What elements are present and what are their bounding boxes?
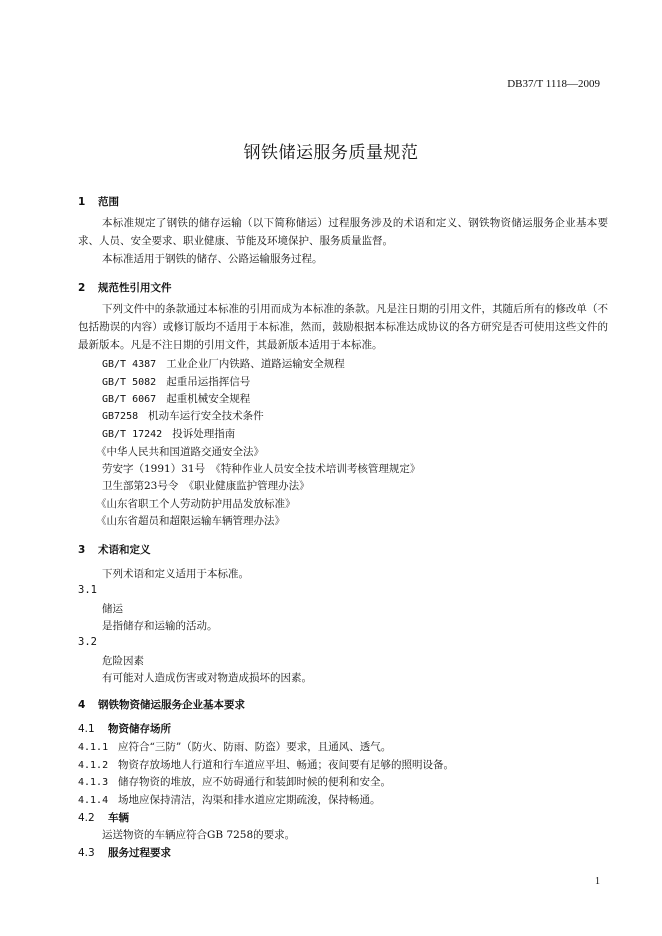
- term-number: 3.2: [78, 636, 97, 648]
- clause-title: 车辆: [108, 812, 129, 824]
- term-name: 危险因素: [102, 655, 144, 667]
- clause-number: 4.1.4: [78, 795, 109, 806]
- clause-text: 储存物资的堆放，应不妨碍通行和装卸时候的便利和安全。: [118, 776, 391, 788]
- clause-title: 服务过程要求: [108, 847, 171, 859]
- clause-4-2-heading: [78, 810, 129, 825]
- reference-name: 起重机械安全规程: [166, 393, 251, 405]
- reference-code: GB/T 17242: [102, 429, 163, 440]
- section-3-intro: 下列术语和定义适用于本标准。: [102, 568, 249, 580]
- clause-text: 应符合“三防”（防火、防雨、防盗）要求，且通风、透气。: [118, 741, 392, 753]
- section-number: 2: [78, 282, 86, 294]
- term-definition: 是指储存和运输的活动。: [102, 620, 218, 632]
- reference-item: [102, 374, 250, 389]
- clause-4-3-heading: [78, 845, 171, 860]
- reference-item: [102, 356, 345, 371]
- clause-4-1-heading: [78, 721, 171, 736]
- term-name: 储运: [102, 603, 123, 615]
- reference-item: [102, 426, 235, 441]
- section-number: 1: [78, 196, 86, 208]
- term-definition: 有可能对人造成伤害或对物造成损坏的因素。: [102, 672, 312, 684]
- section-title: 术语和定义: [98, 544, 151, 556]
- section-1-paragraph-2: 本标准适用于钢铁的储存、公路运输服务过程。: [102, 253, 323, 265]
- clause-item: [78, 774, 391, 789]
- clause-number: 4.1.1: [78, 742, 109, 753]
- law-reference: 劳安字（1991）31号 《特种作业人员安全技术培训考核管理规定》: [102, 463, 421, 475]
- clause-number: 4.3: [78, 847, 95, 859]
- law-reference: 卫生部第23号令 《职业健康监护管理办法》: [102, 480, 310, 492]
- clause-number: 4.1: [78, 723, 95, 735]
- clause-item: [78, 757, 454, 772]
- reference-code: GB7258: [102, 411, 139, 422]
- term-number: 3.1: [78, 584, 97, 596]
- section-title: 规范性引用文件: [98, 282, 172, 294]
- clause-number: 4.1.2: [78, 760, 109, 771]
- reference-code: GB/T 5082: [102, 377, 157, 388]
- reference-name: 工业企业厂内铁路、道路运输安全规程: [166, 358, 345, 370]
- section-3-heading: [78, 542, 151, 557]
- reference-code: GB/T 6067: [102, 394, 157, 405]
- section-number: 4: [78, 699, 86, 711]
- section-1-heading: [78, 194, 119, 209]
- clause-item: [78, 739, 391, 754]
- law-reference: 《山东省超员和超限运输车辆管理办法》: [96, 515, 285, 527]
- reference-name: 投诉处理指南: [172, 428, 236, 440]
- clause-4-2-text: 运送物资的车辆应符合GB 7258的要求。: [102, 829, 296, 841]
- law-reference: 《山东省职工个人劳动防护用品发放标准》: [96, 498, 296, 510]
- page-number: 1: [595, 876, 600, 887]
- clause-text: 场地应保持清洁，沟渠和排水道应定期疏浚，保持畅通。: [118, 794, 381, 806]
- reference-name: 起重吊运指挥信号: [166, 376, 251, 388]
- section-1-paragraph-1: 本标准规定了钢铁的储存运输（以下简称储运）过程服务涉及的术语和定义、钢铁物资储运服务企业基本要求、人员、安全要求、职业健康、节能及环境保护、服务质量监督。: [78, 217, 608, 247]
- clause-title: 物资储存场所: [108, 723, 171, 735]
- section-title: 范围: [98, 196, 119, 208]
- clause-number: 4.1.3: [78, 777, 109, 788]
- reference-code: GB/T 4387: [102, 359, 157, 370]
- section-title: 钢铁物资储运服务企业基本要求: [98, 699, 245, 711]
- document-code: DB37/T 1118—2009: [507, 78, 600, 90]
- reference-item: [102, 408, 264, 423]
- section-number: 3: [78, 544, 86, 556]
- reference-item: [102, 391, 250, 406]
- clause-number: 4.2: [78, 812, 95, 824]
- clause-text: 物资存放场地人行道和行车道应平坦、畅通；夜间要有足够的照明设备。: [118, 759, 454, 771]
- law-reference: 《中华人民共和国道路交通安全法》: [96, 446, 264, 458]
- clause-item: [78, 792, 381, 807]
- document-title: 钢铁储运服务质量规范: [243, 143, 419, 163]
- section-2-heading: [78, 280, 172, 295]
- section-2-paragraph-1: 下列文件中的条款通过本标准的引用而成为本标准的条款。凡是注日期的引用文件，其随后所有的修改单（不包括勘误的内容）或修订版均不适用于本标准，然而，鼓励根据本标准达成协议的各方研究是否可使用这些文件的最新版本。凡是不注日期的引用文件，其最新版本适用于本标准。: [78, 303, 608, 351]
- reference-name: 机动车运行安全技术条件: [148, 410, 264, 422]
- section-4-heading: [78, 697, 245, 712]
